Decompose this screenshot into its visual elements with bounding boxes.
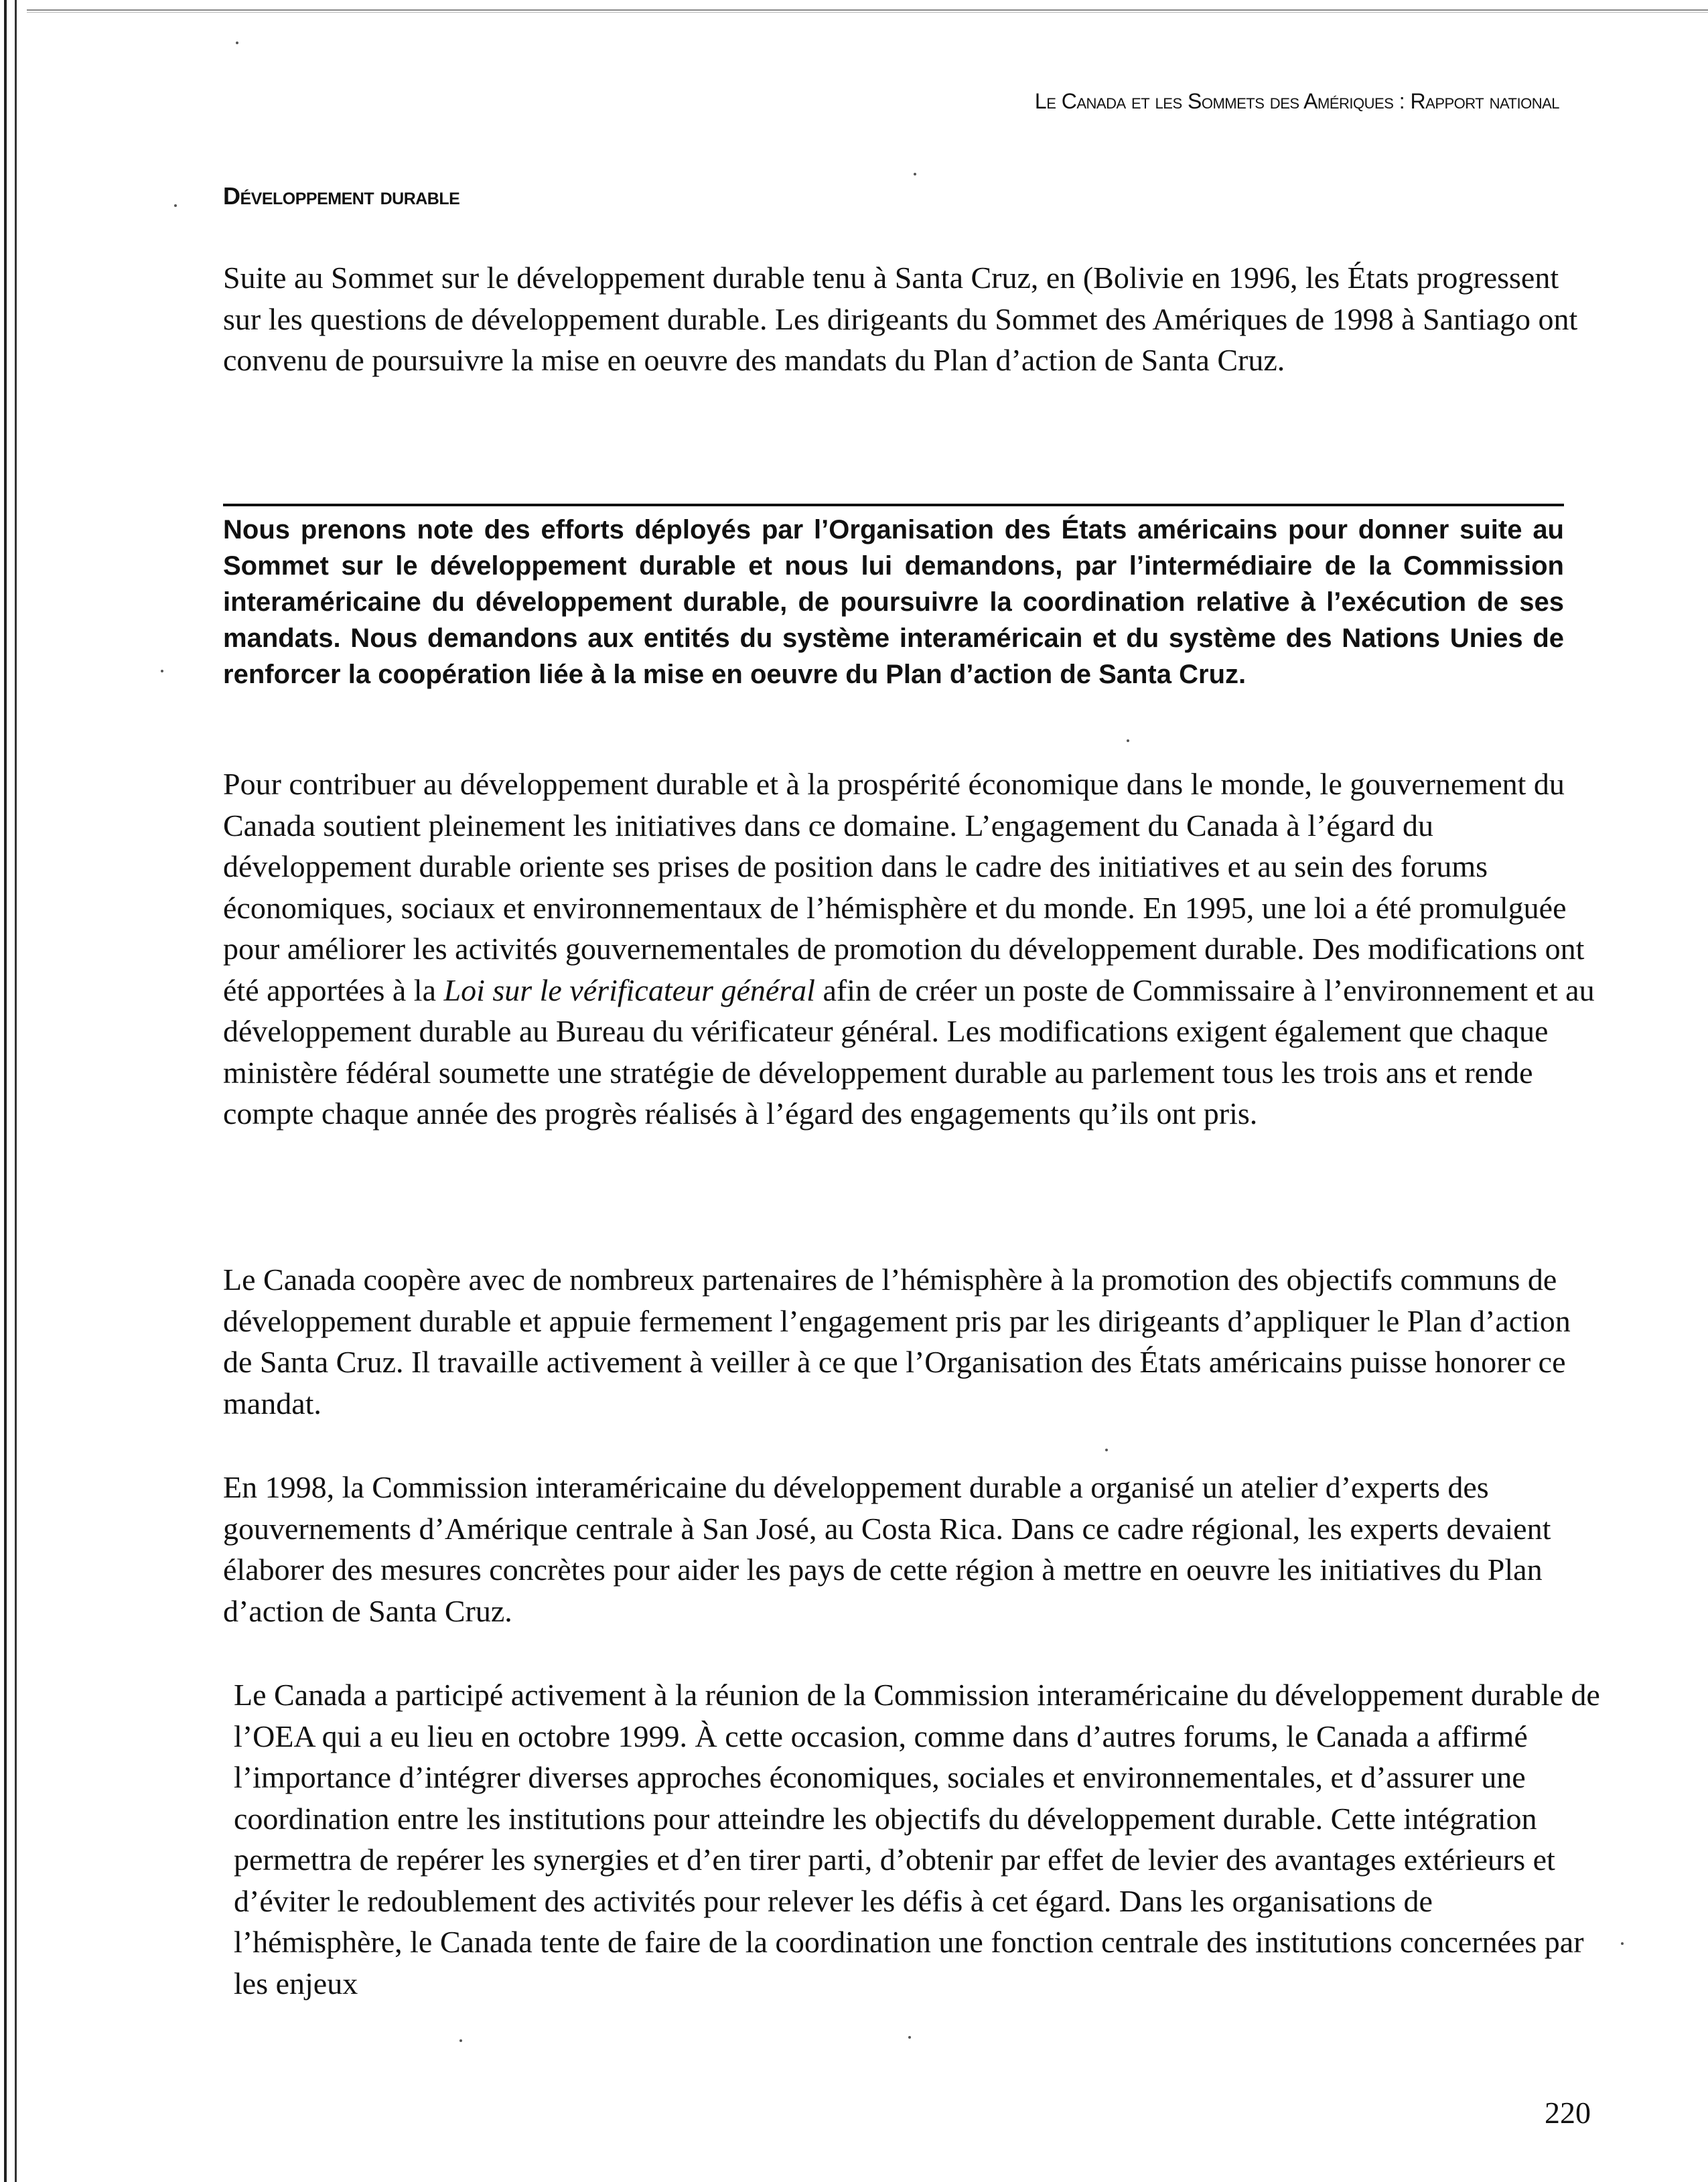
running-header: Le Canada et les Sommets des Amériques : Rapport national (1034, 89, 1559, 113)
scan-speck (236, 42, 238, 44)
section-heading: Développement durable (223, 182, 460, 210)
scan-top-border (27, 9, 1708, 11)
scan-speck (174, 204, 177, 207)
summit-quote: Nous prenons note des efforts déployés par l’Organisation des États américains pour donner suite au Sommet sur le développement durable et nous lui demandons, par l’intermédiaire de la Commission interaméricaine du développement durable, de poursuivre la coordination relative à l’exécution de ses mandats. Nous demandons aux entités du système interaméricain et du système des Nations Unies de renforcer la coopération liée à la mise en oeuvre du Plan d’action de Santa Cruz. (223, 515, 1564, 689)
scan-speck (1127, 739, 1129, 742)
page-number: 220 (1545, 2096, 1591, 2130)
paragraph-oea-meeting-1999: Le Canada a participé activement à la réunion de la Commission interaméricaine du développement durable de l’OEA qui a eu lieu en octobre 1999. À cette occasion, comme dans d’autres forums, le Canada a affirmé l’importance d’intégrer diverses approches économiques, sociales et environnementales, et d’assurer une coordination entre les institutions pour atteindre les objectifs du développement durable. Cette intégration permettra de repérer les synergies et d’en tirer parti, d’obtenir par effet de levier des avantages extérieurs et d’éviter le redoublement des activités pour relever les défis à cet égard. Dans les organisations de l’hémisphère, le Canada tente de faire de la coordination une fonction centrale des institutions concernées par les enjeux (234, 1678, 1600, 2001)
paragraph-workshop-1998: En 1998, la Commission interaméricaine du développement durable a organisé un atelier d’experts des gouvernements d’Amérique centrale à San José, au Costa Rica. Dans ce cadre régional, les experts devaient élaborer des mesures concrètes pour aider les pays de cette région à mettre en oeuvre les initiatives du Plan d’action de Santa Cruz. (223, 1470, 1551, 1628)
scan-speck (459, 2039, 462, 2042)
paragraph-text: afin de créer un poste de Commissaire à l’environnement et au développement durable au Bureau du vérificateur général. Les modifications exigent également que chaque ministère fédéral soumette une stratégie de développement durable au parlement tous les trois ans et rende compte chaque année des progrès réalisés à l’égard des engagements qu’ils ont pris. (223, 972, 1595, 1131)
scan-top-border (27, 12, 1708, 13)
paragraph-text: Pour contribuer au développement durable et à la prospérité économique dans le monde, le gouvernement du Canada soutient pleinement les initiatives dans ce domaine. L’engagement du Canada à l’égard du développement durable oriente ses prises de position dans le cadre des initiatives et au sein des forums économiques, sociaux et environnementaux de l’hémisphère et du monde. En 1995, une loi a été promulguée pour améliorer les activités gouvernementales de promotion du développement durable. Des modifications ont été apportées à la (223, 767, 1585, 1007)
paragraph-canada-support (223, 763, 1596, 1135)
scan-binding-line (4, 0, 7, 2182)
scan-binding-line (15, 0, 17, 2182)
scan-speck (914, 173, 916, 175)
scan-speck (1621, 1942, 1624, 1945)
paragraph-canada-cooperation: Le Canada coopère avec de nombreux partenaires de l’hémisphère à la promotion des objectifs communs de développement durable et appuie fermement l’engagement pris par les dirigeants d’appliquer le Plan d’action de Santa Cruz. Il travaille activement à veiller à ce que l’Organisation des États américains puisse honorer ce mandat. (223, 1262, 1571, 1421)
quote-divider (223, 504, 1564, 506)
scan-speck (1105, 1449, 1108, 1451)
law-title: Loi sur le vérificateur général (443, 972, 815, 1007)
scan-speck (161, 670, 163, 672)
scan-speck (908, 2036, 911, 2039)
paragraph-intro: Suite au Sommet sur le développement durable tenu à Santa Cruz, en (Bolivie en 1996, les États progressent sur les questions de développement durable. Les dirigeants du Sommet des Amériques de 1998 à Santiago ont convenu de poursuivre la mise en oeuvre des mandats du Plan d’action de Santa Cruz. (223, 261, 1578, 377)
